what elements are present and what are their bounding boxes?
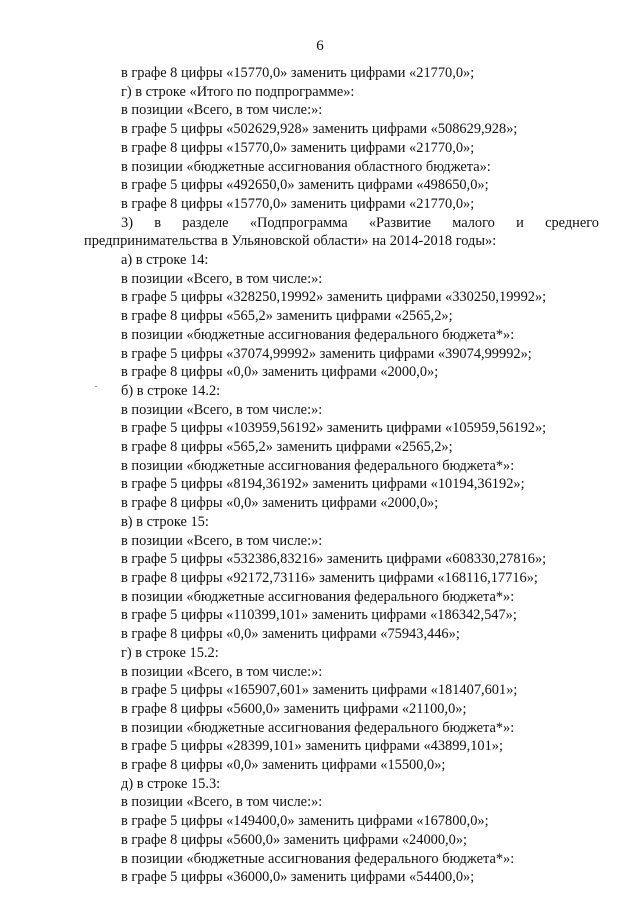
text-line: в позиции «бюджетные ассигнования федерального бюджета*»: — [121, 457, 515, 474]
text-line: г) в строке «Итого по подпрограмме»: — [121, 83, 355, 100]
text-line: в графе 5 цифры «36000,0» заменить цифрами «54400,0»; — [121, 869, 475, 886]
text-line: в графе 5 цифры «8194,36192» заменить цифрами «10194,36192»; — [121, 476, 525, 493]
text-line: в графе 5 цифры «492650,0» заменить цифрами «498650,0»; — [121, 177, 489, 194]
text-line: в графе 8 цифры «15770,0» заменить цифрами «21770,0»; — [121, 139, 475, 156]
text-line: в графе 5 цифры «110399,101» заменить цифрами «186342,547»; — [121, 607, 517, 624]
text-line: в позиции «Всего, в том числе:»: — [121, 102, 323, 119]
text-line: в графе 8 цифры «0,0» заменить цифрами «75943,446»; — [121, 626, 460, 643]
text-line: в графе 8 цифры «0,0» заменить цифрами «15500,0»; — [121, 757, 446, 774]
text-line: в позиции «бюджетные ассигнования федерального бюджета*»: — [121, 588, 515, 605]
text-line: в графе 8 цифры «5600,0» заменить цифрами «24000,0»; — [121, 831, 468, 848]
document-body — [84, 64, 599, 887]
text-line: в позиции «бюджетные ассигнования федерального бюджета*»: — [121, 719, 515, 736]
page-number: 6 — [316, 38, 324, 54]
text-line: в графе 5 цифры «165907,601» заменить цифрами «181407,601»; — [121, 682, 518, 699]
text-line: в) в строке 15: — [121, 513, 209, 530]
text-line: в графе 8 цифры «0,0» заменить цифрами «2000,0»; — [121, 364, 439, 381]
text-line: в графе 5 цифры «28399,101» заменить цифрами «43899,101»; — [121, 738, 503, 755]
text-line: в позиции «Всего, в том числе:»: — [121, 401, 323, 418]
text-line: в позиции «Всего, в том числе:»: — [121, 532, 323, 549]
text-line: в графе 8 цифры «565,2» заменить цифрами «2565,2»; — [121, 439, 453, 456]
text-line: г) в строке 15.2: — [121, 644, 219, 661]
text-line: д) в строке 15.3: — [121, 775, 221, 792]
text-line-justified: 3) в разделе «Подпрограмма «Развитие малого и среднего — [121, 214, 599, 231]
text-line: в позиции «Всего, в том числе:»: — [121, 663, 323, 680]
text-line: в графе 8 цифры «565,2» заменить цифрами «2565,2»; — [121, 308, 453, 325]
text-line: в графе 8 цифры «5600,0» заменить цифрами «21100,0»; — [121, 700, 467, 717]
text-line: а) в строке 14: — [121, 252, 209, 269]
text-line: в позиции «Всего, в том числе:»: — [121, 794, 323, 811]
text-line-continuation: предпринимательства в Ульяновской области» на 2014-2018 годы»: — [84, 233, 497, 250]
text-line: в позиции «бюджетные ассигнования федерального бюджета*»: — [121, 850, 515, 867]
text-line: в позиции «бюджетные ассигнования федерального бюджета*»: — [121, 326, 515, 343]
text-line: в графе 8 цифры «0,0» заменить цифрами «2000,0»; — [121, 495, 439, 512]
text-line: в графе 5 цифры «502629,928» заменить цифрами «508629,928»; — [121, 121, 518, 138]
text-line: в графе 5 цифры «328250,19992» заменить цифрами «330250,19992»; — [121, 289, 547, 306]
text-line: в графе 5 цифры «149400,0» заменить цифрами «167800,0»; — [121, 813, 489, 830]
text-line: в позиции «Всего, в том числе:»: — [121, 270, 323, 287]
text-line: в графе 8 цифры «15770,0» заменить цифрами «21770,0»; — [121, 195, 475, 212]
text-line: в графе 5 цифры «532386,83216» заменить цифрами «608330,27816»; — [121, 551, 547, 568]
text-line: в графе 8 цифры «92172,73116» заменить цифрами «168116,17716»; — [121, 569, 538, 586]
text-line: в графе 8 цифры «15770,0» заменить цифрами «21770,0»; — [121, 65, 475, 81]
text-line: б) в строке 14.2: — [121, 382, 221, 399]
text-line: в позиции «бюджетные ассигнования областного бюджета»: — [121, 158, 491, 175]
text-line: в графе 5 цифры «103959,56192» заменить цифрами «105959,56192»; — [121, 420, 547, 437]
text-line: в графе 5 цифры «37074,99992» заменить цифрами «39074,99992»; — [121, 345, 532, 362]
